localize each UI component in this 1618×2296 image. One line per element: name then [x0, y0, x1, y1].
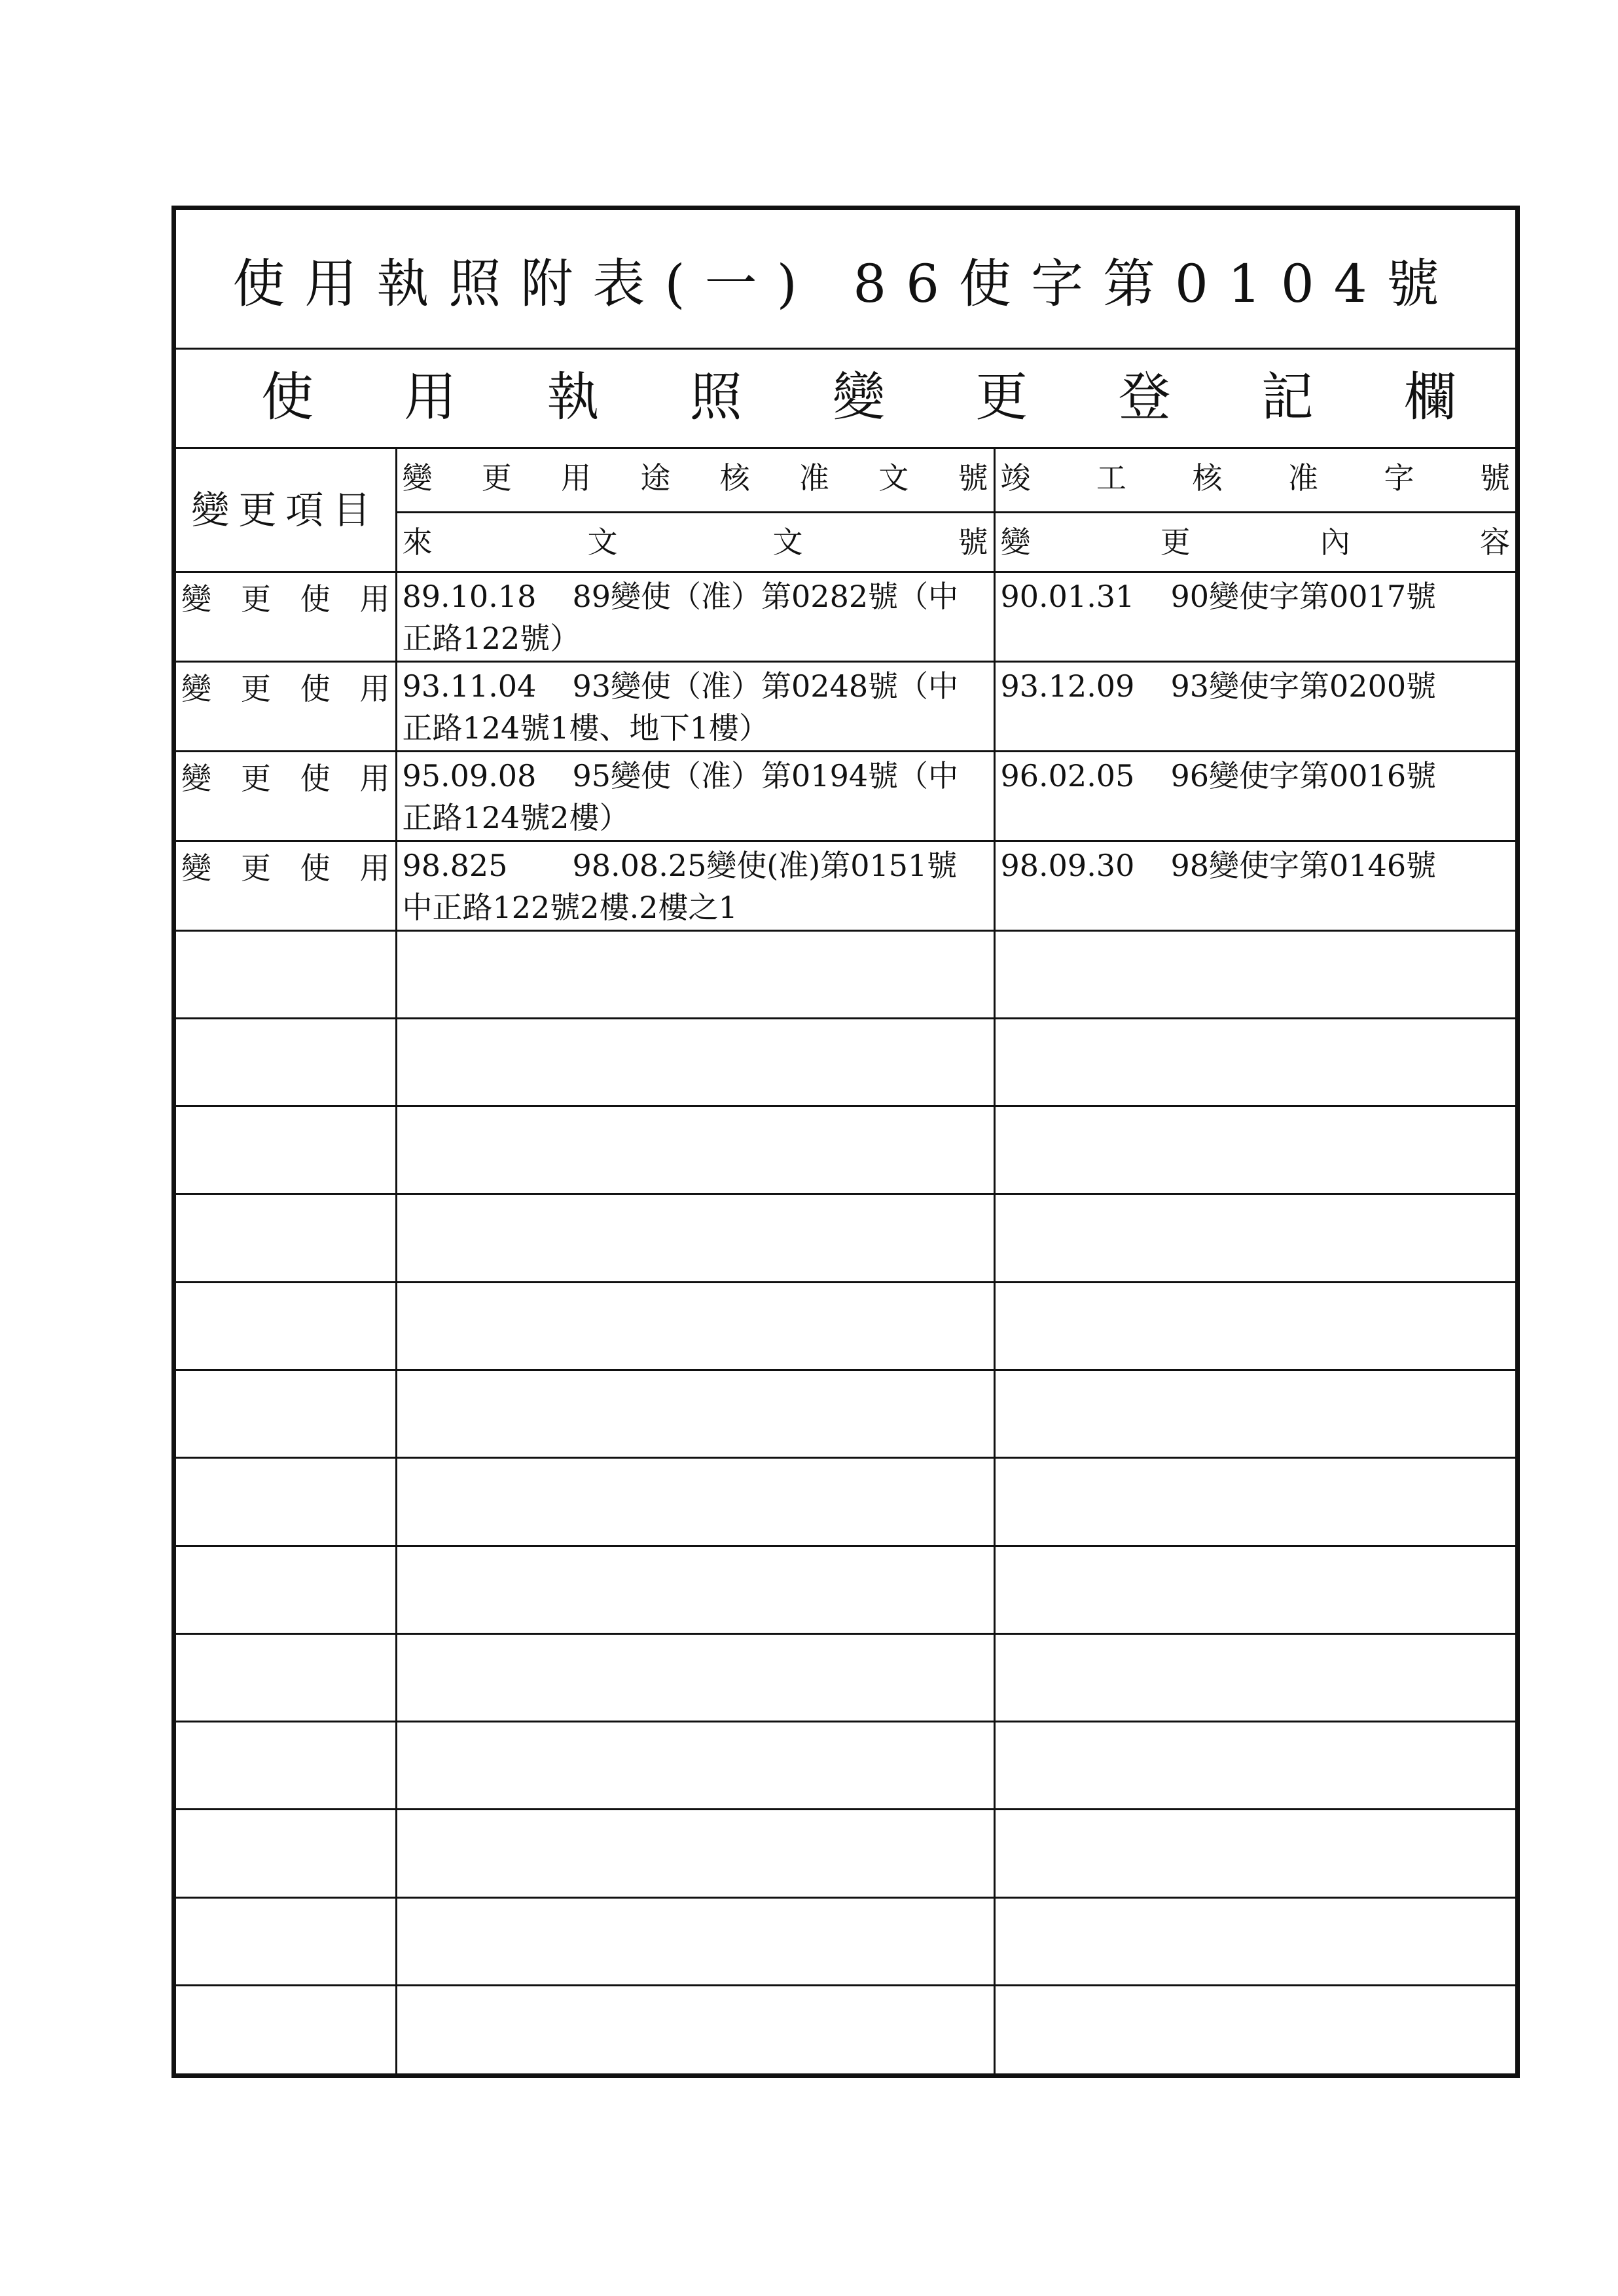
blank-cell: [176, 1810, 396, 1897]
blank-cell: [396, 1897, 994, 1985]
blank-row: [176, 1282, 1515, 1370]
blank-row: [176, 1897, 1515, 1985]
table-row: [176, 751, 1515, 841]
blank-cell: [396, 1810, 994, 1897]
page-title: 使用執照附表(一) 86使字第0104號: [232, 253, 1459, 314]
blank-cell: [176, 1458, 396, 1546]
header-incoming-number: [396, 512, 994, 572]
approval-ref-cell: [396, 572, 994, 661]
change-item-label: 變 更 使 用: [181, 670, 390, 706]
completion-date: 90.01.31: [1000, 578, 1135, 614]
blank-cell: [176, 1106, 396, 1194]
completion-number: 98變使字第0146號: [1170, 847, 1437, 883]
completion-cell: [994, 751, 1515, 841]
blank-cell: [994, 1282, 1515, 1370]
blank-cell: [176, 1282, 396, 1370]
blank-cell: [396, 1546, 994, 1633]
blank-row: [176, 1458, 1515, 1546]
approval-number: 95變使（准）第0194號（中: [572, 757, 959, 793]
blank-row: [176, 1018, 1515, 1106]
blank-cell: [176, 1722, 396, 1810]
approval-ref-cell: [396, 751, 994, 841]
blank-cell: [176, 1370, 396, 1457]
blank-row: [176, 1546, 1515, 1633]
header-label: 來 文 文 號: [402, 524, 988, 560]
blank-cell: [176, 1986, 396, 2073]
blank-cell: [396, 1986, 994, 2073]
change-register-table: [176, 449, 1515, 2073]
completion-number: 96變使字第0016號: [1170, 757, 1437, 793]
completion-cell: [994, 661, 1515, 751]
blank-cell: [396, 1722, 994, 1810]
subtitle-row: [176, 348, 1515, 449]
subtitle-char: 照: [689, 367, 742, 428]
blank-cell: [994, 1986, 1515, 2073]
blank-cell: [994, 930, 1515, 1018]
approval-date: 89.10.18: [402, 578, 537, 614]
change-item-label: 變 更 使 用: [181, 760, 390, 796]
change-item-cell: [176, 661, 396, 751]
header-approval-number: [396, 449, 994, 512]
table-row: [176, 572, 1515, 661]
subtitle-char: 欄: [1404, 367, 1456, 428]
header-row-top: [176, 449, 1515, 512]
blank-cell: [994, 1106, 1515, 1194]
header-change-content: [994, 512, 1515, 572]
blank-cell: [396, 1194, 994, 1282]
subtitle-char: 執: [547, 367, 600, 428]
completion-cell: [994, 572, 1515, 661]
blank-cell: [176, 1897, 396, 1985]
completion-cell: [994, 841, 1515, 930]
approval-address: 正路124號2樓）: [402, 799, 630, 835]
blank-cell: [994, 1018, 1515, 1106]
blank-row: [176, 1633, 1515, 1721]
blank-cell: [176, 930, 396, 1018]
header-change-item: 變更項目: [176, 449, 396, 572]
blank-row: [176, 930, 1515, 1018]
approval-date: 98.825: [402, 847, 508, 883]
blank-cell: [176, 1633, 396, 1721]
blank-cell: [994, 1810, 1515, 1897]
blank-cell: [994, 1633, 1515, 1721]
approval-number: 89變使（准）第0282號（中: [572, 578, 959, 614]
approval-ref-cell: [396, 841, 994, 930]
completion-date: 98.09.30: [1000, 847, 1135, 883]
blank-cell: [396, 1106, 994, 1194]
approval-address: 正路124號1樓、地下1樓）: [402, 710, 769, 746]
blank-cell: [396, 1633, 994, 1721]
subtitle-char: 用: [404, 367, 457, 428]
table-row: [176, 661, 1515, 751]
approval-date: 93.11.04: [402, 668, 537, 704]
blank-row: [176, 1722, 1515, 1810]
header-label: 竣 工 核 准 字 號: [1000, 460, 1510, 496]
blank-row: [176, 1370, 1515, 1457]
completion-date: 96.02.05: [1000, 757, 1135, 793]
blank-cell: [176, 1018, 396, 1106]
title-row: [176, 210, 1515, 350]
blank-cell: [396, 930, 994, 1018]
change-item-cell: [176, 572, 396, 661]
blank-row: [176, 1194, 1515, 1282]
subtitle-char: 更: [975, 367, 1028, 428]
header-label: 變 更 用 途 核 准 文 號: [402, 460, 988, 496]
subtitle-char: 變: [833, 367, 885, 428]
blank-row: [176, 1106, 1515, 1194]
approval-ref-cell: [396, 661, 994, 751]
blank-cell: [176, 1194, 396, 1282]
approval-address: 正路122號）: [402, 620, 581, 656]
license-attachment-sheet: [171, 206, 1520, 2078]
blank-cell: [994, 1458, 1515, 1546]
blank-cell: [994, 1722, 1515, 1810]
blank-cell: [176, 1546, 396, 1633]
completion-date: 93.12.09: [1000, 668, 1135, 704]
approval-number: 98.08.25變使(准)第0151號: [572, 847, 958, 883]
change-item-cell: [176, 841, 396, 930]
change-item-label: 變 更 使 用: [181, 850, 390, 886]
approval-address: 中正路122號2樓.2樓之1: [402, 889, 738, 925]
subtitle-char: 使: [261, 367, 314, 428]
blank-row: [176, 1810, 1515, 1897]
subtitle-char: 記: [1261, 367, 1314, 428]
subtitle-char: 登: [1118, 367, 1171, 428]
header-completion-number: [994, 449, 1515, 512]
table-row: [176, 841, 1515, 930]
completion-number: 90變使字第0017號: [1170, 578, 1437, 614]
blank-cell: [396, 1018, 994, 1106]
approval-number: 93變使（准）第0248號（中: [572, 668, 959, 704]
blank-cell: [396, 1458, 994, 1546]
change-item-cell: [176, 751, 396, 841]
approval-date: 95.09.08: [402, 757, 537, 793]
completion-number: 93變使字第0200號: [1170, 668, 1437, 704]
blank-cell: [994, 1897, 1515, 1985]
change-item-label: 變 更 使 用: [181, 581, 390, 617]
blank-cell: [994, 1194, 1515, 1282]
blank-cell: [396, 1282, 994, 1370]
blank-row: [176, 1986, 1515, 2073]
blank-cell: [994, 1546, 1515, 1633]
header-label: 變 更 內 容: [1000, 524, 1510, 560]
blank-cell: [396, 1370, 994, 1457]
blank-cell: [994, 1370, 1515, 1457]
